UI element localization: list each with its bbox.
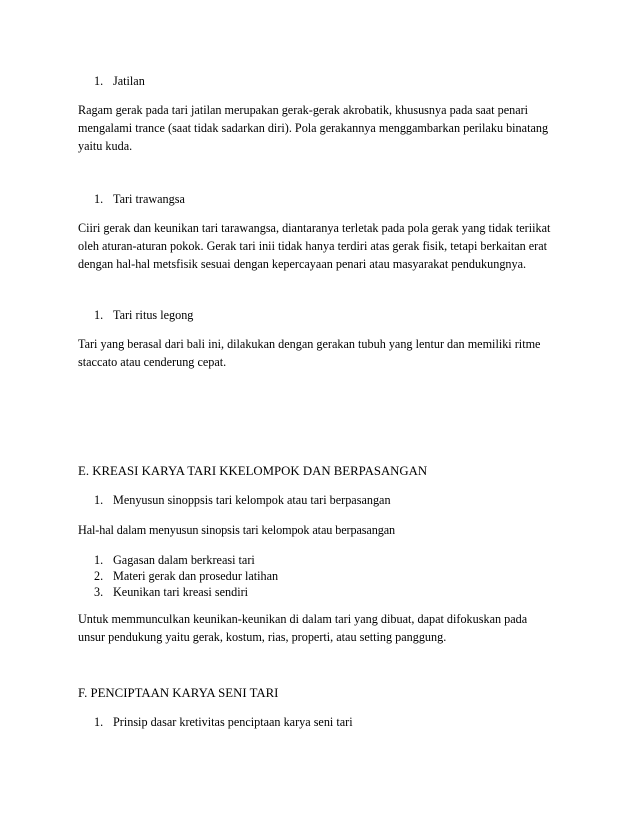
paragraph-line: Ragam gerak pada tari jatilan merupakan gerak-gerak akrobatik, khususnya pada saat penari xyxy=(78,103,529,117)
paragraph-line: dengan hal-hal metsfisik sesuai dengan kepercayaan penari atau masyarakat pendukungnya. xyxy=(78,257,527,271)
list-number: 1. xyxy=(94,192,104,206)
paragraph-line: Hal-hal dalam menyusun sinopsis tari kelompok atau berpasangan xyxy=(78,523,396,537)
paragraph xyxy=(78,219,568,273)
paragraph xyxy=(78,101,568,155)
list-item-title: Tari ritus legong xyxy=(113,308,194,322)
paragraph-line: Untuk memmunculkan keunikan-keunikan di dalam tari yang dibuat, dapat difokuskan pada xyxy=(78,612,528,626)
paragraph-line: Tari yang berasal dari bali ini, dilakukan dengan gerakan tubuh yang lentur dan memiliki ritme xyxy=(78,337,541,351)
paragraph xyxy=(78,610,568,646)
list-number: 3. xyxy=(94,585,104,599)
list-item-text: Gagasan dalam berkreasi tari xyxy=(113,553,255,567)
list-number: 1. xyxy=(94,715,104,729)
list-item-title: Prinsip dasar kretivitas penciptaan karya seni tari xyxy=(113,715,353,729)
paragraph-line: staccato atau cenderung cepat. xyxy=(78,355,227,369)
paragraph-line: unsur pendukung yaitu gerak, kostum, rias, properti, atau setting panggung. xyxy=(78,630,447,644)
paragraph-line: Ciiri gerak dan keunikan tari tarawangsa, diantaranya terletak pada pola gerak yang tidak teriikat xyxy=(78,221,551,235)
section-heading: E. KREASI KARYA TARI KKELOMPOK DAN BERPASANGAN xyxy=(78,464,428,478)
list-item-text: Materi gerak dan prosedur latihan xyxy=(113,569,279,583)
list-item-title: Jatilan xyxy=(113,74,145,88)
list-number: 1. xyxy=(94,308,104,322)
paragraph-line: mengalami trance (saat tidak sadarkan diri). Pola gerakannya menggambarkan perilaku binatang xyxy=(78,121,549,135)
list-number: 1. xyxy=(94,493,104,507)
paragraph-line: yaitu kuda. xyxy=(78,139,133,153)
section-heading: F. PENCIPTAAN KARYA SENI TARI xyxy=(78,686,279,700)
list-item-text: Keunikan tari kreasi sendiri xyxy=(113,585,249,599)
paragraph-line: oleh aturan-aturan pokok. Gerak tari inii tidak hanya terdiri atas gerak fisik, tetapi berkaitan erat xyxy=(78,239,548,253)
list-number: 2. xyxy=(94,569,104,583)
list-item-title: Menyusun sinoppsis tari kelompok atau tari berpasangan xyxy=(113,493,391,507)
paragraph xyxy=(78,335,568,371)
list-number: 1. xyxy=(94,553,104,567)
list-number: 1. xyxy=(94,74,104,88)
list-item-title: Tari trawangsa xyxy=(113,192,185,206)
